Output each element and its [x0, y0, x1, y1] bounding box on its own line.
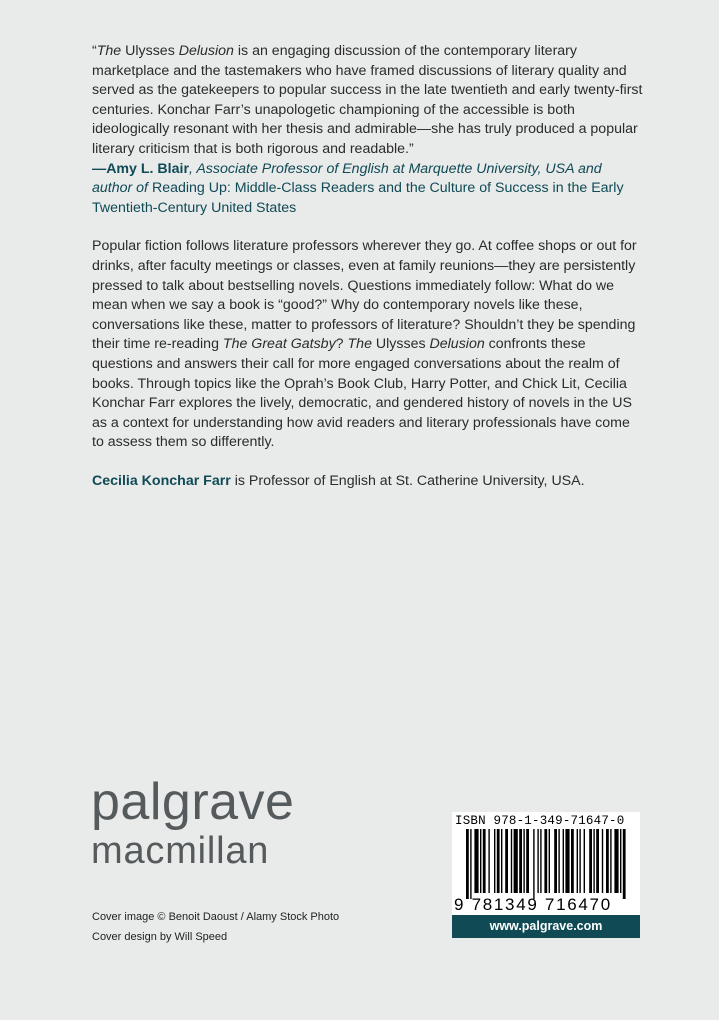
isbn-number: ISBN 978-1-349-71647-0: [455, 814, 625, 828]
endorser-name: —Amy L. Blair: [92, 160, 189, 177]
barcode-bar: [537, 829, 538, 893]
description-text-3: confronts these questions and answers their call for more engaged conversations about the realm of books. Through topics like the Oprah’s Book Club, Harry Potter, and Chick Lit, Cecilia Konchar Farr explores the lively, democratic, and gendered history of novels in the US as a context for understanding how avid readers and literary professionals have come to assess them so differently.: [92, 336, 632, 451]
barcode-digits: 9 781349 716470: [454, 895, 612, 914]
barcode-bar: [563, 829, 564, 893]
cover-design-credit: Cover design by Will Speed: [92, 931, 228, 943]
barcode-bar: [571, 829, 574, 893]
back-cover-text: [92, 42, 644, 491]
barcode-bar: [519, 829, 522, 893]
barcode-bar: [544, 829, 547, 893]
author-bio: [92, 472, 644, 492]
barcode-bar: [606, 829, 609, 893]
barcode-bar: [526, 829, 529, 893]
description-gatsby-title: The Great Gatsby: [222, 336, 336, 353]
barcode-bar: [505, 829, 508, 893]
barcode-bar: [474, 829, 478, 893]
description-text-1: Popular fiction follows literature professors wherever they go. At coffee shops or out for drinks, after faculty meetings or classes, even at family reunions—they are persistently pressed to talk about bestselling novels. Questions immediately follow: What do we mean when we say a book is “good?” Why do contemporary novels like these, conversations like these, matter to professors of literature? Shouldn’t they be spending their time re-reading: [92, 238, 637, 353]
cover-image-credit: Cover image © Benoit Daoust / Alamy Stock Photo: [92, 911, 340, 923]
author-bio-text: is Professor of English at St. Catherine University, USA.: [230, 472, 585, 489]
barcode-bar: [483, 829, 486, 893]
barcode-bar: [577, 829, 578, 893]
publisher-logo-line2: macmillan: [91, 830, 270, 872]
quote-title-the: The: [96, 43, 122, 59]
barcode-bar: [540, 829, 541, 893]
endorser-book: Reading Up: Middle-Class Readers and the Culture of Success in the Early Twentieth-Century United States: [92, 180, 624, 216]
description-title-delusion: Delusion: [429, 336, 485, 353]
barcode-bar: [514, 829, 518, 893]
barcode-bar: [558, 829, 559, 893]
description-title-the: The: [347, 336, 372, 353]
barcode-bar: [466, 829, 469, 899]
quote-body: is an engaging discussion of the contemporary literary marketplace and the tastemakers who have framed discussions of literary quality and served as the gatekeepers to popular success in the late twentieth and early twenty-first centuries. Konchar Farr’s unapologetic championing of the accessible is both ideologically resonant with her thesis and admirable—she has truly produced a popular literary criticism that is both rigorous and readable.”: [92, 43, 643, 157]
barcode-bar: [488, 829, 489, 893]
description-text-2: ?: [335, 336, 348, 353]
barcode-bar: [623, 829, 626, 899]
book-description: [92, 237, 644, 453]
description-title-ulysses: Ulysses: [371, 336, 430, 353]
barcode-bar: [565, 829, 569, 893]
barcode-bar: [533, 829, 534, 899]
endorsement-quote: [92, 42, 644, 160]
barcode-bar: [480, 829, 481, 893]
barcode-bars: [452, 829, 640, 899]
barcode-bar: [596, 829, 599, 893]
barcode-bar: [584, 829, 585, 893]
barcode-bar: [494, 829, 495, 893]
barcode-bar: [497, 829, 500, 893]
barcode-bar: [511, 829, 512, 893]
quote-open-mark: “: [92, 43, 97, 59]
barcode-bar: [593, 829, 594, 893]
barcode-bar: [579, 829, 580, 893]
author-name: Cecilia Konchar Farr: [92, 472, 231, 489]
isbn-barcode: [452, 812, 640, 938]
barcode-bar: [501, 829, 502, 893]
barcode-bar: [610, 829, 611, 893]
publisher-logo-line1: palgrave: [91, 773, 295, 831]
barcode-bar: [614, 829, 618, 893]
endorser-role: , Associate Professor of English at Marquette University, USA and author of: [92, 160, 602, 197]
barcode-bar: [554, 829, 557, 893]
publisher-logo: [91, 773, 295, 872]
publisher-url: www.palgrave.com: [452, 915, 640, 938]
barcode-bar: [620, 829, 621, 893]
endorsement-attribution: [92, 160, 644, 219]
quote-title-delusion: Delusion: [178, 43, 234, 59]
barcode-bar: [470, 829, 471, 899]
cover-credits: [92, 907, 339, 947]
barcode-bar: [523, 829, 524, 893]
barcode-bar: [589, 829, 592, 893]
quote-title-ulysses: Ulysses: [121, 43, 179, 59]
barcode-bar: [602, 829, 603, 893]
barcode-bar: [549, 829, 550, 893]
